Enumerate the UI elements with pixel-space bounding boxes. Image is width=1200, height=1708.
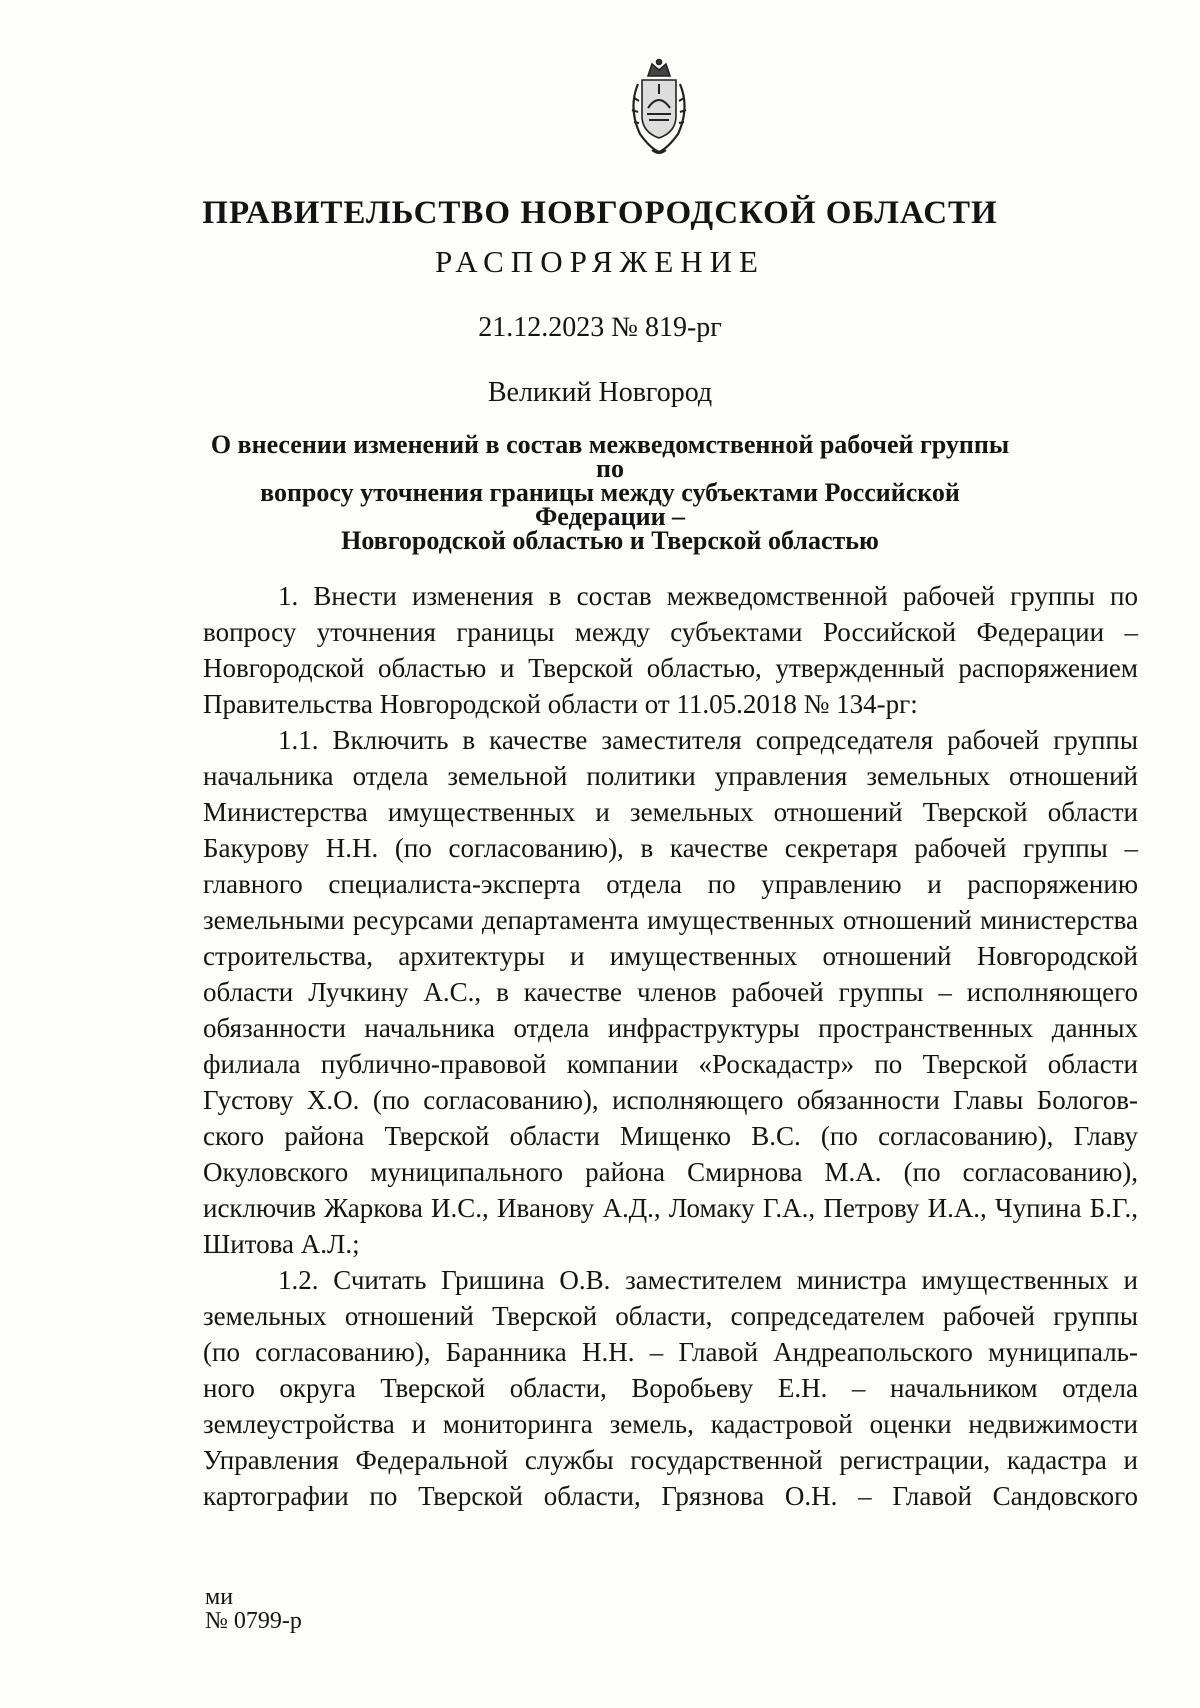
body-line: Министерства имущественных и земельных отношений Тверской области <box>203 797 1138 827</box>
continued-word-fragment: ми <box>205 1584 234 1610</box>
title-line: О внесении изменений в состав межведомственной рабочей группы по <box>210 430 1010 483</box>
body-line: (по согласованию), Баранника Н.Н. – Главой Андреапольского муниципаль- <box>203 1337 1138 1367</box>
organization-name: ПРАВИТЕЛЬСТВО НОВГОРОДСКОЙ ОБЛАСТИ <box>202 195 998 231</box>
body-line: начальника отдела земельной политики управления земельных отношений <box>203 761 1138 791</box>
body-line: исключив Жаркова И.С., Иванову А.Д., Ломаку Г.А., Петрову И.А., Чупина Б.Г., <box>203 1193 1138 1223</box>
body-line: главного специалиста-эксперта отдела по управлению и распоряжению <box>203 869 1138 899</box>
body-line: Шитова А.Л.; <box>203 1229 360 1259</box>
body-line: ного округа Тверской области, Воробьеву Е.Н. – начальником отдела <box>203 1373 1138 1403</box>
coat-of-arms-icon <box>622 58 696 156</box>
city-name: Великий Новгород <box>487 377 713 408</box>
body-line: 1. Внести изменения в состав межведомственной рабочей группы по <box>278 581 1138 611</box>
body-line: Густову Х.О. (по согласованию), исполняющего обязанности Главы Бологов- <box>203 1085 1138 1115</box>
body-line: землеустройства и мониторинга земель, кадастровой оценки недвижимости <box>203 1409 1138 1439</box>
form-number: № 0799-р <box>205 1608 302 1634</box>
body-line: земельными ресурсами департамента имущественных отношений министерства <box>203 905 1138 935</box>
body-line: Управления Федеральной службы государственной регистрации, кадастра и <box>203 1445 1138 1475</box>
body-line: 1.1. Включить в качестве заместителя сопредседателя рабочей группы <box>278 725 1138 755</box>
body-line: земельных отношений Тверской области, сопредседателем рабочей группы <box>203 1301 1138 1331</box>
body-line: филиала публично-правовой компании «Роскадастр» по Тверской области <box>203 1049 1138 1079</box>
body-line: Правительства Новгородской области от 11.05.2018 № 134-рг: <box>203 689 918 719</box>
body-line: картографии по Тверской области, Грязнова О.Н. – Главой Сандовского <box>203 1481 1138 1511</box>
page-footer <box>205 1585 302 1633</box>
document-type: РАСПОРЯЖЕНИЕ <box>435 244 765 279</box>
title-line: вопросу уточнения границы между субъектами Российской Федерации – <box>260 478 960 531</box>
date-and-number: 21.12.2023 № 819-рг <box>478 312 722 343</box>
body-line: 1.2. Считать Гришина О.В. заместителем министра имущественных и <box>278 1265 1138 1295</box>
document-title <box>195 430 1025 555</box>
body-line: Новгородской областью и Тверской областью, утвержденный распоряжением <box>203 653 1138 683</box>
body-line: области Лучкину А.С., в качестве членов рабочей группы – исполняющего <box>203 977 1138 1007</box>
body-line: Бакурову Н.Н. (по согласованию), в качестве секретаря рабочей группы – <box>203 833 1138 863</box>
body-line: обязанности начальника отдела инфраструктуры пространственных данных <box>203 1013 1138 1043</box>
body-line: ского района Тверской области Мищенко В.С. (по согласованию), Главу <box>203 1121 1138 1151</box>
body-line: строительства, архитектуры и имущественных отношений Новгородской <box>203 941 1138 971</box>
body-line: вопросу уточнения границы между субъектами Российской Федерации – <box>203 617 1138 647</box>
body-line: Окуловского муниципального района Смирнова М.А. (по согласованию), <box>203 1157 1138 1187</box>
document-body <box>203 578 1138 1514</box>
title-line: Новгородской областью и Тверской областью <box>341 526 879 555</box>
